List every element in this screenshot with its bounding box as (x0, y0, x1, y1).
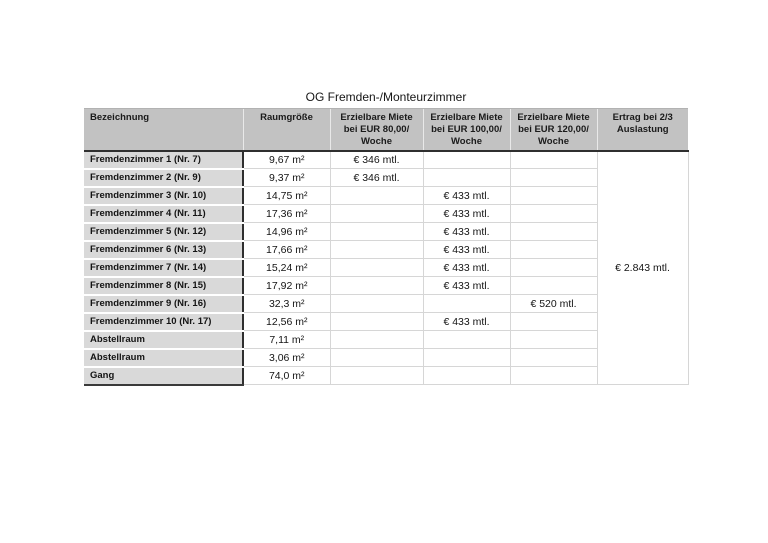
cell-bezeichnung: Fremdenzimmer 9 (Nr. 16) (84, 295, 243, 313)
cell-raumgroesse: 15,24 m² (243, 259, 330, 277)
cell-miete-100 (423, 151, 510, 169)
cell-miete-80 (330, 313, 423, 331)
cell-raumgroesse: 17,92 m² (243, 277, 330, 295)
cell-raumgroesse: 17,36 m² (243, 205, 330, 223)
cell-miete-120 (510, 241, 597, 259)
cell-miete-80 (330, 259, 423, 277)
cell-miete-120 (510, 313, 597, 331)
header-miete-120: Erzielbare Miete bei EUR 120,00/ Woche (510, 109, 597, 151)
header-raumgroesse: Raumgröße (243, 109, 330, 151)
cell-miete-100 (423, 169, 510, 187)
cell-miete-100: € 433 mtl. (423, 205, 510, 223)
table-row (84, 151, 688, 169)
cell-bezeichnung: Fremdenzimmer 10 (Nr. 17) (84, 313, 243, 331)
header-bezeichnung: Bezeichnung (84, 109, 243, 151)
cell-bezeichnung: Fremdenzimmer 1 (Nr. 7) (84, 151, 243, 169)
cell-raumgroesse: 7,11 m² (243, 331, 330, 349)
cell-miete-80 (330, 367, 423, 385)
cell-miete-100 (423, 295, 510, 313)
header-miete-100: Erzielbare Miete bei EUR 100,00/ Woche (423, 109, 510, 151)
cell-miete-120 (510, 331, 597, 349)
cell-miete-100: € 433 mtl. (423, 313, 510, 331)
cell-miete-120: € 520 mtl. (510, 295, 597, 313)
cell-miete-120 (510, 187, 597, 205)
cell-miete-100: € 433 mtl. (423, 187, 510, 205)
cell-miete-100: € 433 mtl. (423, 259, 510, 277)
cell-bezeichnung: Fremdenzimmer 4 (Nr. 11) (84, 205, 243, 223)
table-header-row (84, 109, 688, 151)
cell-miete-120 (510, 367, 597, 385)
cell-bezeichnung: Fremdenzimmer 6 (Nr. 13) (84, 241, 243, 259)
cell-raumgroesse: 17,66 m² (243, 241, 330, 259)
cell-bezeichnung: Abstellraum (84, 349, 243, 367)
cell-miete-80 (330, 205, 423, 223)
cell-bezeichnung: Fremdenzimmer 3 (Nr. 10) (84, 187, 243, 205)
cell-miete-80 (330, 295, 423, 313)
cell-raumgroesse: 3,06 m² (243, 349, 330, 367)
cell-ertrag-merged: € 2.843 mtl. (597, 151, 688, 385)
header-ertrag: Ertrag bei 2/3 Auslastung (597, 109, 688, 151)
cell-raumgroesse: 14,96 m² (243, 223, 330, 241)
header-miete-80: Erzielbare Miete bei EUR 80,00/ Woche (330, 109, 423, 151)
cell-miete-80 (330, 349, 423, 367)
cell-miete-100: € 433 mtl. (423, 241, 510, 259)
cell-miete-100 (423, 331, 510, 349)
cell-miete-120 (510, 223, 597, 241)
cell-miete-80 (330, 223, 423, 241)
cell-miete-100 (423, 349, 510, 367)
cell-miete-120 (510, 205, 597, 223)
cell-bezeichnung: Fremdenzimmer 7 (Nr. 14) (84, 259, 243, 277)
room-rent-table (84, 108, 689, 386)
cell-miete-80: € 346 mtl. (330, 151, 423, 169)
cell-raumgroesse: 32,3 m² (243, 295, 330, 313)
cell-miete-100: € 433 mtl. (423, 277, 510, 295)
cell-bezeichnung: Fremdenzimmer 5 (Nr. 12) (84, 223, 243, 241)
cell-raumgroesse: 74,0 m² (243, 367, 330, 385)
cell-miete-100 (423, 367, 510, 385)
cell-miete-120 (510, 169, 597, 187)
cell-bezeichnung: Abstellraum (84, 331, 243, 349)
cell-raumgroesse: 14,75 m² (243, 187, 330, 205)
cell-miete-100: € 433 mtl. (423, 223, 510, 241)
cell-miete-80: € 346 mtl. (330, 169, 423, 187)
cell-raumgroesse: 9,37 m² (243, 169, 330, 187)
cell-miete-120 (510, 151, 597, 169)
cell-miete-80 (330, 277, 423, 295)
cell-bezeichnung: Fremdenzimmer 2 (Nr. 9) (84, 169, 243, 187)
cell-raumgroesse: 9,67 m² (243, 151, 330, 169)
cell-miete-80 (330, 241, 423, 259)
cell-raumgroesse: 12,56 m² (243, 313, 330, 331)
cell-miete-80 (330, 331, 423, 349)
cell-miete-120 (510, 277, 597, 295)
cell-miete-120 (510, 349, 597, 367)
cell-miete-80 (330, 187, 423, 205)
page-title: OG Fremden-/Monteurzimmer (305, 90, 467, 104)
cell-bezeichnung: Gang (84, 367, 243, 385)
cell-bezeichnung: Fremdenzimmer 8 (Nr. 15) (84, 277, 243, 295)
cell-miete-120 (510, 259, 597, 277)
